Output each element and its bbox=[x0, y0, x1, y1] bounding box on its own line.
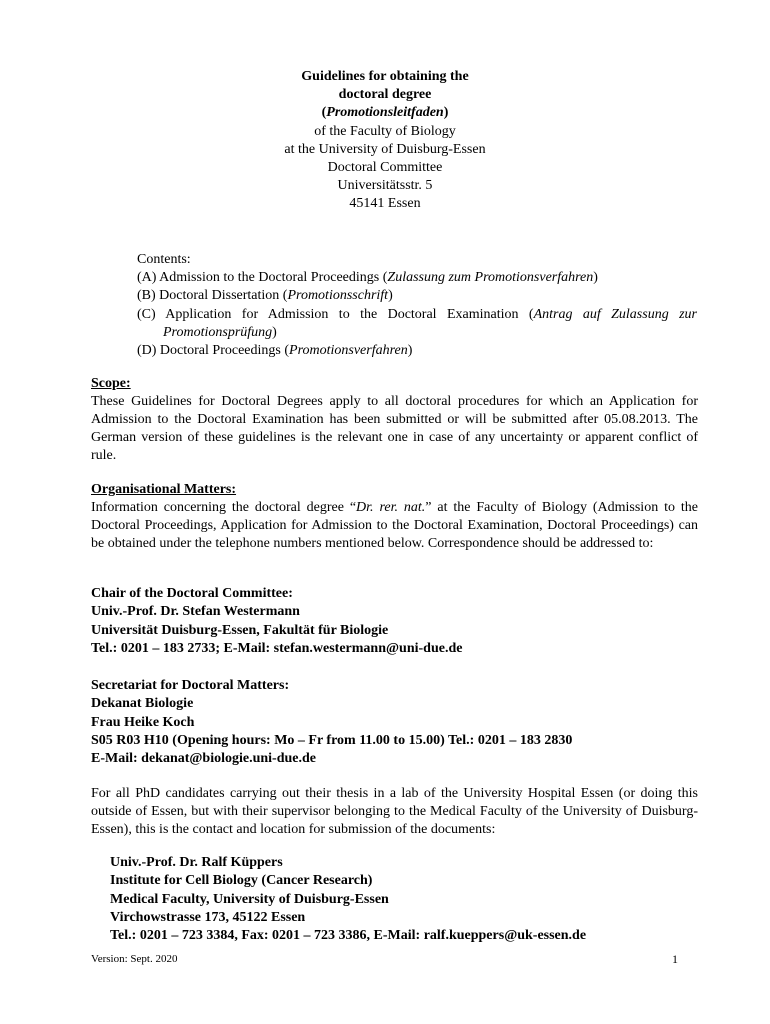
contents-item-a: (A) Admission to the Doctoral Proceedings (Zulassung zum Promotionsverfahren) bbox=[137, 270, 598, 286]
chair-affiliation: Universität Duisburg-Essen, Fakultät für Biologie bbox=[91, 622, 389, 638]
university-line: at the University of Duisburg-Essen bbox=[284, 141, 486, 157]
contents-item-c-cont: Promotionsprüfung) bbox=[163, 324, 277, 340]
secretariat-email: E-Mail: dekanat@biologie.uni-due.de bbox=[91, 751, 316, 767]
title-line-1: Guidelines for obtaining the bbox=[301, 69, 469, 84]
chair-name: Univ.-Prof. Dr. Stefan Westermann bbox=[91, 604, 300, 620]
kueppers-address: Virchowstrasse 173, 45122 Essen bbox=[110, 909, 306, 925]
scope-section bbox=[91, 375, 698, 465]
footer-version: Version: Sept. 2020 bbox=[91, 953, 178, 965]
street-line: Universitätsstr. 5 bbox=[337, 178, 433, 194]
chair-title: Chair of the Doctoral Committee: bbox=[91, 586, 293, 601]
title-line-3: (Promotionsleitfaden) bbox=[321, 105, 449, 121]
scope-body: These Guidelines for Doctoral Degrees apply to all doctoral procedures for which an Application for Admission to the Doctoral Examination has been submitted or will be submitted after 05.08.2013. The German version of these guidelines is the relevant one in case of any uncertainty or apparent conflict of rule. bbox=[91, 394, 698, 463]
chair-phone-email: Tel.: 0201 – 183 2733; E-Mail: stefan.westermann@uni-due.de bbox=[91, 640, 463, 656]
committee-line: Doctoral Committee bbox=[327, 160, 443, 176]
phd-paragraph: For all PhD candidates carrying out their thesis in a lab of the University Hospital Essen (or doing this outside of Essen, but with their supervisor belonging to the Medical Faculty of the University of Duisburg-Essen), this is the contact and location for submission of the documents: bbox=[91, 786, 698, 837]
kueppers-institute: Institute for Cell Biology (Cancer Research) bbox=[110, 873, 373, 889]
secretariat-hours-phone: S05 R03 H10 (Opening hours: Mo – Fr from 11.00 to 15.00) Tel.: 0201 – 183 2830 bbox=[91, 732, 573, 748]
contents-item-c: (C) Application for Admission to the Doctoral Examination (Antrag auf Zulassung zur bbox=[137, 306, 697, 322]
org-heading: Organisational Matters: bbox=[91, 482, 237, 497]
document-header bbox=[190, 68, 580, 214]
contents-item-d: (D) Doctoral Proceedings (Promotionsverfahren) bbox=[137, 343, 413, 359]
contents-item-b: (B) Doctoral Dissertation (Promotionsschrift) bbox=[137, 288, 393, 304]
footer-page-number: 1 bbox=[672, 952, 678, 966]
secretariat-contact bbox=[91, 677, 698, 768]
kueppers-contact bbox=[110, 854, 698, 945]
scope-heading: Scope: bbox=[91, 376, 131, 391]
org-section bbox=[91, 481, 698, 553]
kueppers-name: Univ.-Prof. Dr. Ralf Küppers bbox=[110, 855, 283, 870]
title-line-2: doctoral degree bbox=[338, 87, 432, 103]
secretariat-dept: Dekanat Biologie bbox=[91, 696, 194, 712]
kueppers-faculty: Medical Faculty, University of Duisburg-Essen bbox=[110, 891, 389, 907]
secretariat-title: Secretariat for Doctoral Matters: bbox=[91, 678, 290, 693]
contents-list bbox=[137, 251, 697, 360]
contents-heading: Contents: bbox=[137, 252, 191, 267]
kueppers-phone-fax-email: Tel.: 0201 – 723 3384, Fax: 0201 – 723 3386, E-Mail: ralf.kueppers@uk-essen.de bbox=[110, 928, 587, 944]
chair-contact bbox=[91, 585, 698, 658]
faculty-line: of the Faculty of Biology bbox=[314, 123, 456, 139]
secretariat-name: Frau Heike Koch bbox=[91, 714, 195, 730]
org-body: Information concerning the doctoral degree “Dr. rer. nat.” at the Faculty of Biology (Admission to the Doctoral Proceedings, Application for Admission to the Doctoral Examination, Doctoral Proceedings) can be obtained under the telephone numbers mentioned below. Correspondence should be addressed to: bbox=[91, 500, 698, 551]
city-line: 45141 Essen bbox=[349, 196, 421, 212]
